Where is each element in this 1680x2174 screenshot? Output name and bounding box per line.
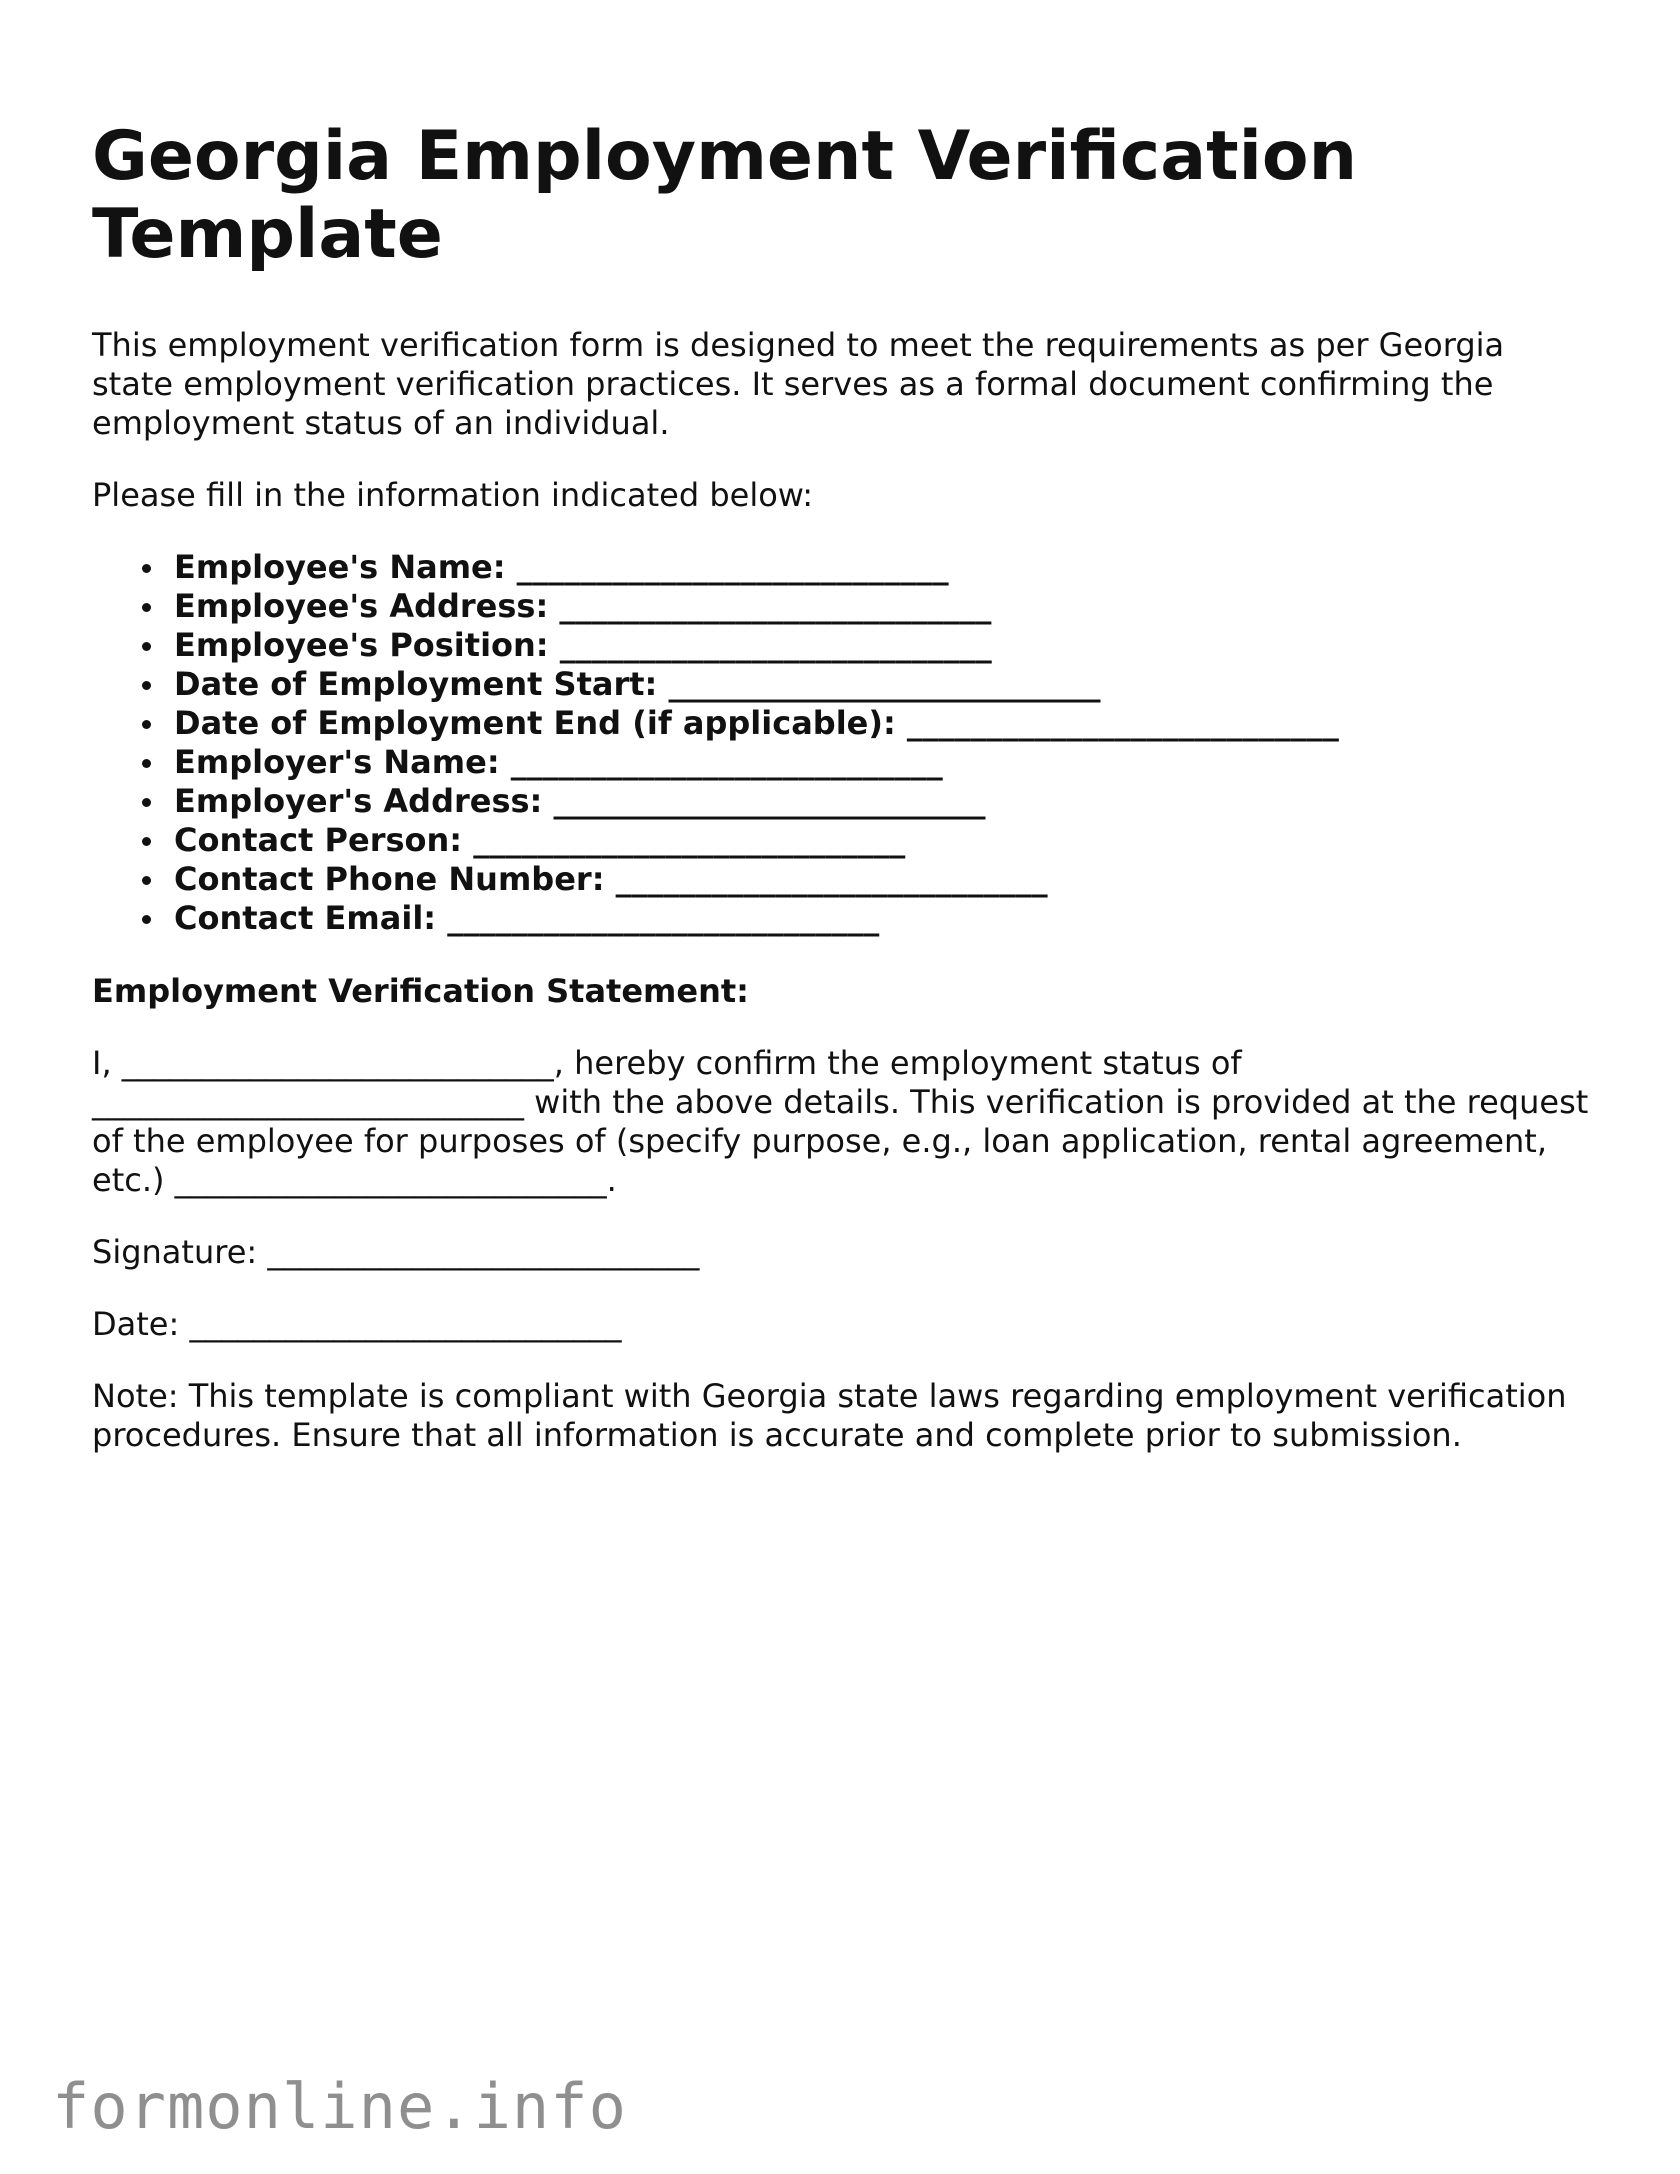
fill-blank[interactable]: ___________________________ bbox=[668, 665, 1101, 703]
signature-label: Signature: bbox=[92, 1233, 258, 1271]
document-page bbox=[92, 118, 1592, 1488]
date-blank[interactable]: ___________________________ bbox=[189, 1305, 622, 1343]
field-label: Contact Email: bbox=[174, 899, 437, 937]
field-employee-position bbox=[174, 626, 1592, 665]
fill-blank[interactable]: ___________________________ bbox=[615, 860, 1048, 898]
field-label: Date of Employment Start: bbox=[174, 665, 658, 703]
fill-blank[interactable]: ___________________________ bbox=[121, 1044, 554, 1082]
date-label: Date: bbox=[92, 1305, 180, 1343]
field-list bbox=[92, 548, 1592, 938]
field-contact-person bbox=[174, 821, 1592, 860]
field-employee-address bbox=[174, 587, 1592, 626]
fill-blank[interactable]: ___________________________ bbox=[559, 626, 992, 664]
signature-line bbox=[92, 1233, 1592, 1272]
statement-paragraph bbox=[92, 1044, 1592, 1200]
field-label: Employer's Address: bbox=[174, 782, 543, 820]
field-contact-email bbox=[174, 899, 1592, 938]
field-label: Contact Person: bbox=[174, 821, 463, 859]
field-employment-start bbox=[174, 665, 1592, 704]
fill-blank[interactable]: ___________________________ bbox=[516, 548, 949, 586]
watermark: formonline.info bbox=[52, 2070, 627, 2143]
field-label: Employee's Address: bbox=[174, 587, 549, 625]
fill-blank[interactable]: ___________________________ bbox=[92, 1083, 524, 1121]
fill-blank[interactable]: ___________________________ bbox=[174, 1161, 607, 1199]
field-label: Employer's Name: bbox=[174, 743, 500, 781]
fill-blank[interactable]: ___________________________ bbox=[510, 743, 943, 781]
instruction-text: Please fill in the information indicated below: bbox=[92, 476, 813, 514]
fill-blank[interactable]: ___________________________ bbox=[559, 587, 992, 625]
fill-blank[interactable]: ___________________________ bbox=[447, 899, 880, 937]
field-employee-name bbox=[174, 548, 1592, 587]
field-label: Contact Phone Number: bbox=[174, 860, 605, 898]
signature-blank[interactable]: ___________________________ bbox=[267, 1233, 700, 1271]
field-label: Date of Employment End (if applicable): bbox=[174, 704, 896, 742]
date-line bbox=[92, 1305, 1592, 1344]
fill-blank[interactable]: ___________________________ bbox=[473, 821, 906, 859]
statement-part-2: , hereby confirm the employment status of bbox=[553, 1044, 1242, 1082]
field-label: Employee's Position: bbox=[174, 626, 549, 664]
statement-part-1: I, bbox=[92, 1044, 122, 1082]
field-label: Employee's Name: bbox=[174, 548, 506, 586]
statement-part-4: . bbox=[606, 1161, 617, 1199]
field-employment-end bbox=[174, 704, 1592, 743]
fill-blank[interactable]: ___________________________ bbox=[553, 782, 986, 820]
document-title: Georgia Employment Verification Template bbox=[92, 117, 1358, 274]
note-paragraph: Note: This template is compliant with Georgia state laws regarding employment verification procedures. Ensure that all information is accurate and complete prior to submission. bbox=[92, 1377, 1567, 1454]
field-contact-phone bbox=[174, 860, 1592, 899]
field-employer-name bbox=[174, 743, 1592, 782]
statement-part-3: with the above details. This verification is provided at the request of the employee for purposes of (specify purpose, e.g., loan application, rental agreement, etc.) bbox=[92, 1083, 1589, 1199]
field-employer-address bbox=[174, 782, 1592, 821]
statement-heading: Employment Verification Statement: bbox=[92, 972, 749, 1010]
intro-paragraph: This employment verification form is designed to meet the requirements as per Georgia state employment verification practices. It serves as a formal document confirming the employment status of an individual. bbox=[92, 326, 1505, 442]
fill-blank[interactable]: ___________________________ bbox=[906, 704, 1339, 742]
